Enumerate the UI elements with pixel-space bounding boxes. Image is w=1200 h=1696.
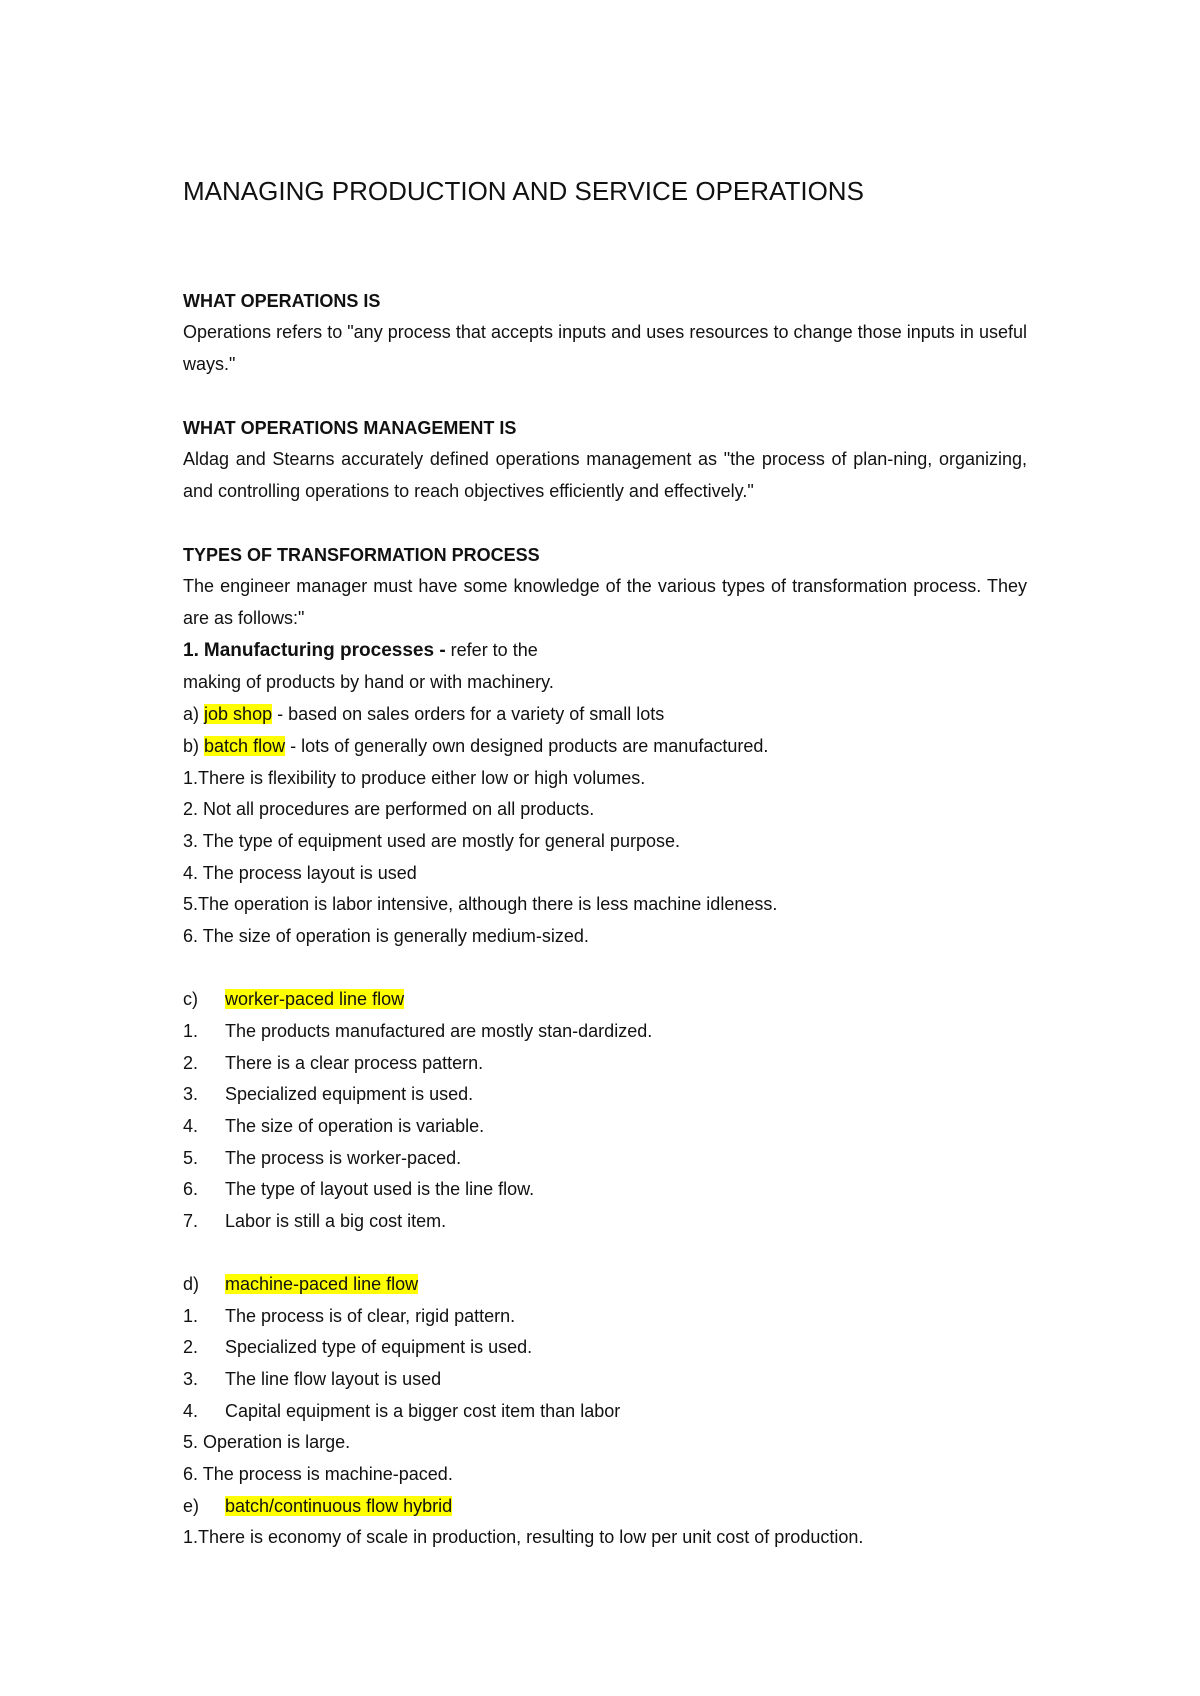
list-item: 1.There is flexibility to produce either low or high volumes.	[183, 768, 646, 788]
list-item: 5. The process is worker-paced.	[183, 1148, 462, 1168]
list-item: 4. The size of operation is variable.	[183, 1116, 485, 1136]
manufacturing-title: Manufacturing processes -	[203, 640, 446, 661]
job-shop-term: job shop	[204, 704, 273, 724]
list-item: 3. The line flow layout is used	[183, 1369, 442, 1389]
list-item: 6. The type of layout used is the line flow.	[183, 1179, 535, 1199]
job-shop-desc: - based on sales orders for a variety of small lots	[277, 704, 665, 724]
list-item: 2. Specialized type of equipment is used.	[183, 1337, 533, 1357]
list-item: 3. Specialized equipment is used.	[183, 1084, 474, 1104]
section-body-what-om: Aldag and Stearns accurately defined operations management as "the process of plan-ning, organizing, and controlling operations to reach objectives efficiently and effectively."	[183, 449, 1027, 501]
list-item: 5. Operation is large.	[183, 1432, 351, 1452]
list-item: 2. Not all procedures are performed on all products.	[183, 799, 595, 819]
list-item: 6. The size of operation is generally medium-sized.	[183, 926, 589, 946]
machine-paced-line	[183, 1272, 418, 1296]
worker-paced-term: worker-paced line flow	[225, 989, 405, 1009]
list-item: 4. Capital equipment is a bigger cost item than labor	[183, 1401, 621, 1421]
list-item: 5.The operation is labor intensive, although there is less machine idleness.	[183, 894, 778, 914]
machine-paced-marker: d)	[183, 1274, 200, 1294]
list-item: 3. The type of equipment used are mostly for general purpose.	[183, 831, 680, 851]
batch-flow-term: batch flow	[204, 736, 286, 756]
batch-flow-line	[183, 734, 768, 758]
job-shop-marker: a)	[183, 704, 200, 724]
section-heading-types: TYPES OF TRANSFORMATION PROCESS	[183, 545, 540, 565]
manufacturing-rest: refer to the	[450, 640, 538, 660]
list-item: 1. The products manufactured are mostly stan-dardized.	[183, 1021, 653, 1041]
section-heading-what-operations: WHAT OPERATIONS IS	[183, 291, 381, 311]
manufacturing-number: 1.	[183, 640, 199, 661]
job-shop-line	[183, 702, 664, 726]
page-title: MANAGING PRODUCTION AND SERVICE OPERATIONS	[183, 176, 864, 206]
list-item: 4. The process layout is used	[183, 863, 417, 883]
list-item: 7. Labor is still a big cost item.	[183, 1211, 447, 1231]
list-item: 1. The process is of clear, rigid pattern.	[183, 1306, 516, 1326]
section-body-types-intro: The engineer manager must have some knowledge of the various types of transformation process. They are as follows:"	[183, 576, 1027, 628]
worker-paced-marker: c)	[183, 989, 198, 1009]
hybrid-term: batch/continuous flow hybrid	[225, 1496, 453, 1516]
hybrid-line	[183, 1494, 452, 1518]
list-item: 6. The process is machine-paced.	[183, 1464, 453, 1484]
manufacturing-line2: making of products by hand or with machinery.	[183, 672, 554, 692]
batch-flow-marker: b)	[183, 736, 200, 756]
hybrid-marker: e)	[183, 1496, 200, 1516]
section-heading-what-om: WHAT OPERATIONS MANAGEMENT IS	[183, 418, 517, 438]
list-item: 1.There is economy of scale in production, resulting to low per unit cost of production.	[183, 1527, 864, 1547]
section-body-what-operations: Operations refers to "any process that accepts inputs and uses resources to change those inputs in useful ways."	[183, 322, 1027, 374]
machine-paced-term: machine-paced line flow	[225, 1274, 419, 1294]
batch-flow-desc: - lots of generally own designed products are manufactured.	[290, 736, 769, 756]
list-item: 2. There is a clear process pattern.	[183, 1053, 484, 1073]
worker-paced-line	[183, 987, 404, 1011]
manufacturing-heading	[183, 638, 538, 663]
